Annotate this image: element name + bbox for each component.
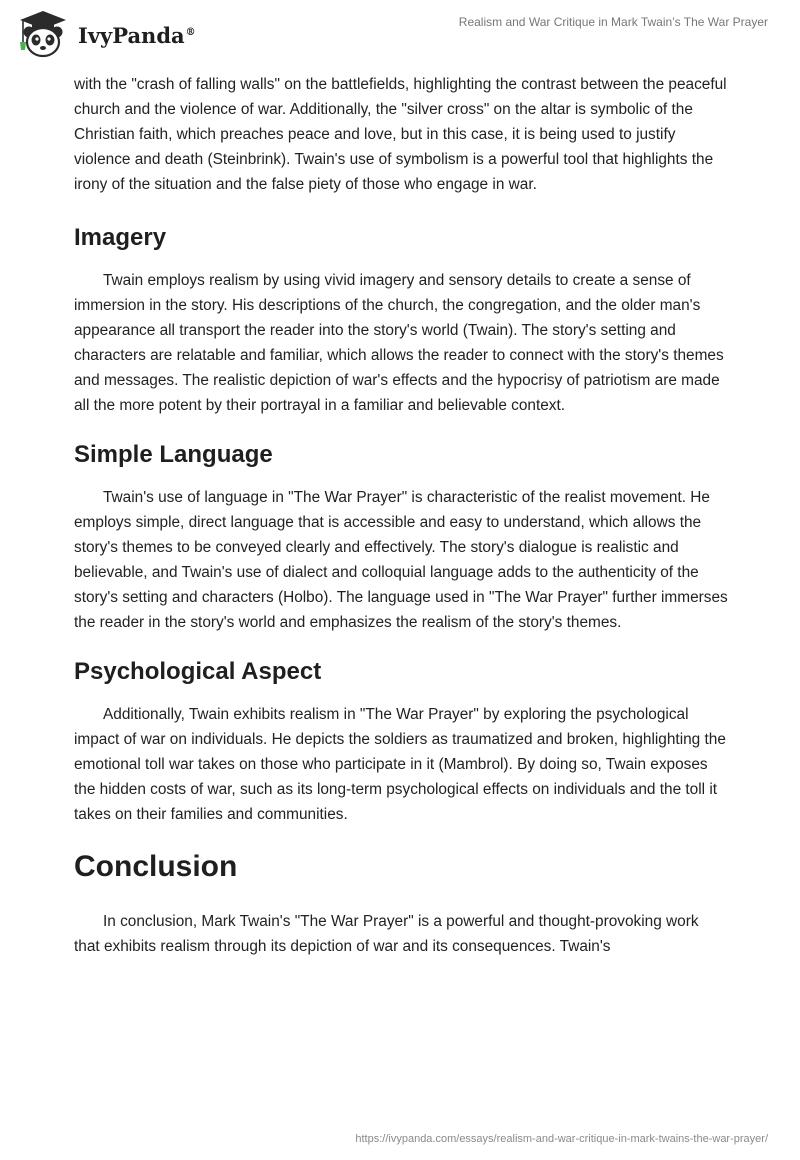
paragraph-intro: with the "crash of falling walls" on the battlefields, highlighting the contrast between the peaceful church and the violence of war. Additionally, the "silver cross" on the altar is symbolic of the Christian faith, which preaches peace and love, but in this case, it is being used to justify violence and death (Steinbrink). Twain's use of symbolism is a powerful tool that highlights the irony of the situation and the false piety of those who engage in war. [74,76,727,193]
document-title: Realism and War Critique in Mark Twain’s The War Prayer [458,15,768,29]
heading-conclusion: Conclusion [74,850,238,883]
heading-simple-language: Simple Language [74,441,273,468]
paragraph-psychological-aspect: Additionally, Twain exhibits realism in "The War Prayer" by exploring the psychological impact of war on individuals. He depicts the soldiers as traumatized and broken, highlighting the emotional toll war takes on those who participate in it (Mambrol). By doing so, Twain exposes the hidden costs of war, such as its long-term psychological effects on individuals and the toll it takes on their families and communities. [74,706,726,823]
page-header [0,0,800,70]
paragraph-conclusion: In conclusion, Mark Twain's "The War Prayer" is a powerful and thought-provoking work that exhibits realism through its depiction of war and its consequences. Twain's [74,913,699,955]
ivypanda-logo[interactable] [14,8,196,60]
brand-text: IvyPanda [78,22,185,48]
brand-name [78,23,196,48]
heading-imagery: Imagery [74,224,167,251]
heading-psychological-aspect: Psychological Aspect [74,658,322,685]
paragraph-simple-language: Twain's use of language in "The War Prayer" is characteristic of the realist movement. He employs simple, direct language that is accessible and easy to understand, which allows the story's themes to be conveyed clearly and effectively. The story's dialogue is realistic and believable, and Twain's use of dialect and colloquial language adds to the authenticity of the story's setting and characters (Holbo). The language used in "The War Prayer" further immerses the reader in the story's world and emphasizes the realism of the story's themes. [74,489,728,631]
paragraph-imagery: Twain employs realism by using vivid imagery and sensory details to create a sense of immersion in the story. His descriptions of the church, the congregation, and the older man's appearance all transport the reader into the story's world (Twain). The story's setting and characters are relatable and familiar, which allows the reader to connect with the story's themes and messages. The realistic depiction of war's effects and the hypocrisy of patriotism are made all the more potent by their portrayal in a familiar and believable context. [74,272,724,414]
source-url[interactable]: https://ivypanda.com/essays/realism-and-war-critique-in-mark-twains-the-war-prayer/ [355,1133,768,1145]
registered-mark: ® [185,26,196,38]
essay-body [74,72,728,959]
panda-graduation-cap-icon [14,8,72,60]
